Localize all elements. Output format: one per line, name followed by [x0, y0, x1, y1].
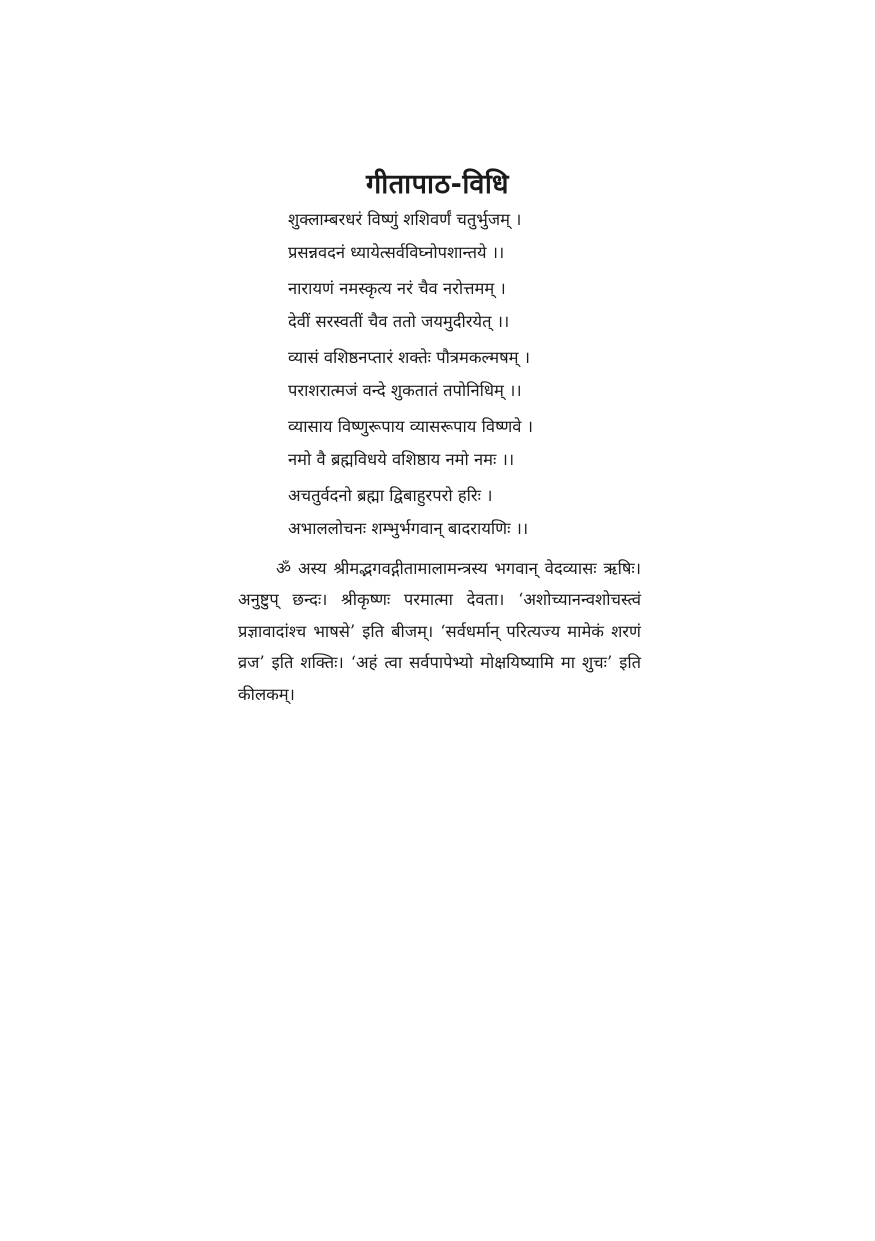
verse-line: अचतुर्वदनो ब्रह्मा द्विबाहुरपरो हरिः । — [288, 486, 493, 505]
verse-3 — [288, 341, 598, 407]
verse-line: व्यासाय विष्णुरूपाय व्यासरूपाय विष्णवे । — [288, 417, 533, 436]
verse-line: अभाललोचनः शम्भुर्भगवान् बादरायणिः ।। — [288, 519, 529, 538]
verse-line: व्यासं वशिष्ठनप्तारं शक्तेः पौत्रमकल्मषम् । — [288, 348, 531, 367]
verses-block — [288, 203, 598, 548]
verse-1 — [288, 203, 598, 269]
verse-line: शुक्लाम्बरधरं विष्णुं शशिवर्णं चतुर्भुजम् । — [288, 210, 522, 229]
verse-line: प्रसन्नवदनं ध्यायेत्सर्वविघ्नोपशान्तये ।। — [288, 243, 505, 262]
verse-line: देवीं सरस्वतीं चैव ततो जयमुदीरयेत् ।। — [288, 312, 510, 331]
mantra-paragraph: ॐ अस्य श्रीमद्भगवद्गीतामालामन्त्रस्य भगवान् वेदव्यासः ऋषिः। अनुष्टुप् छन्दः। श्रीकृष्णः परमात्मा देवता। ‘अशोच्यानन्वशोचस्त्वं प्रज्ञावादांश्च भाषसे’ इति बीजम्। ‘सर्वधर्मान् परित्यज्य मामेकं शरणं व्रज’ इति शक्तिः। ‘अहं त्वा सर्वपापेभ्यो मोक्षयिष्यामि मा शुचः’ इति कीलकम्। — [238, 558, 641, 704]
verse-4 — [288, 410, 598, 476]
verse-5 — [288, 479, 598, 545]
verse-2 — [288, 272, 598, 338]
verse-line: पराशरात्मजं वन्दे शुकतातं तपोनिधिम् ।। — [288, 381, 522, 400]
verse-line: नारायणं नमस्कृत्य नरं चैव नरोत्तमम् । — [288, 279, 506, 298]
verse-line: नमो वै ब्रह्मविधये वशिष्ठाय नमो नमः ।। — [288, 450, 515, 469]
page-title: गीतापाठ-विधि — [366, 169, 509, 201]
